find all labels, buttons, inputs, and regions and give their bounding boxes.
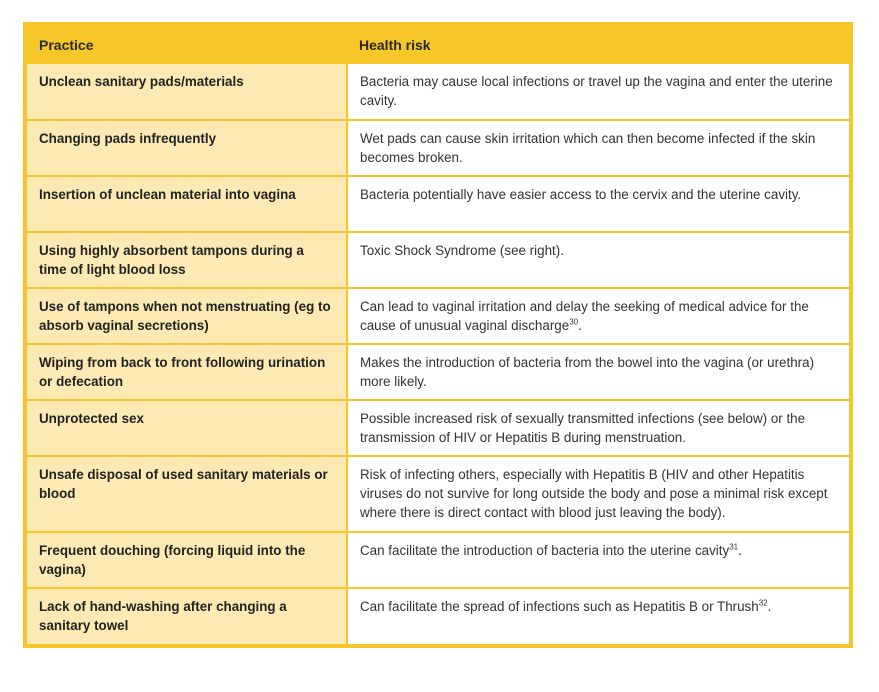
risk-cell [347, 532, 849, 588]
risk-text: Bacteria may cause local infections or travel up the vagina and enter the uterine cavity. [360, 74, 833, 108]
risk-cell [347, 232, 849, 288]
citation-superscript: 31 [729, 542, 739, 552]
health-risk-table [27, 26, 849, 644]
table-row [27, 344, 849, 400]
table-row [27, 400, 849, 456]
risk-text: Can facilitate the spread of infections such as Hepatitis B or Thrush [360, 599, 759, 614]
table-row [27, 588, 849, 644]
risk-cell [347, 588, 849, 644]
table-row [27, 120, 849, 176]
practice-cell: Unsafe disposal of used sanitary materials or blood [27, 456, 347, 532]
risk-text-end: . [578, 318, 582, 333]
table-row [27, 64, 849, 120]
risk-text: Bacteria potentially have easier access to the cervix and the uterine cavity. [360, 187, 802, 202]
risk-text: Risk of infecting others, especially with Hepatitis B (HIV and other Hepatitis viruses do not survive for long outside the body and pose a minimal risk except where there is direct contact with blood just leaving the body). [360, 467, 828, 520]
practice-cell: Changing pads infrequently [27, 120, 347, 176]
table-row [27, 176, 849, 232]
risk-cell [347, 64, 849, 120]
table-row [27, 288, 849, 344]
citation-superscript: 30 [569, 317, 579, 327]
risk-text: Can lead to vaginal irritation and delay the seeking of medical advice for the cause of unusual vaginal discharge [360, 299, 809, 333]
practice-cell: Lack of hand-washing after changing a sanitary towel [27, 588, 347, 644]
practice-column-header: Practice [27, 26, 347, 64]
risk-cell [347, 400, 849, 456]
risk-text: Wet pads can cause skin irritation which can then become infected if the skin becomes broken. [360, 131, 816, 165]
practice-cell: Frequent douching (forcing liquid into the vagina) [27, 532, 347, 588]
risk-cell [347, 288, 849, 344]
practice-cell: Use of tampons when not menstruating (eg to absorb vaginal secretions) [27, 288, 347, 344]
health-risk-column-header: Health risk [347, 26, 849, 64]
table-row [27, 532, 849, 588]
risk-text-end: . [767, 599, 772, 614]
table-row [27, 456, 849, 532]
health-risk-table-frame [23, 22, 853, 648]
practice-cell: Unclean sanitary pads/materials [27, 64, 347, 120]
table-row [27, 232, 849, 288]
risk-text: Makes the introduction of bacteria from the bowel into the vagina (or urethra) more likely. [360, 355, 815, 389]
practice-cell: Wiping from back to front following urination or defecation [27, 344, 347, 400]
practice-cell: Insertion of unclean material into vagina [27, 176, 347, 232]
practice-cell: Using highly absorbent tampons during a time of light blood loss [27, 232, 347, 288]
table-header-row [27, 26, 849, 64]
risk-text-end: . [738, 543, 742, 558]
risk-cell [347, 120, 849, 176]
risk-text: Toxic Shock Syndrome (see right). [360, 243, 564, 258]
risk-text: Possible increased risk of sexually transmitted infections (see below) or the transmission of HIV or Hepatitis B during menstruation. [360, 411, 806, 445]
risk-cell [347, 344, 849, 400]
practice-cell: Unprotected sex [27, 400, 347, 456]
citation-superscript: 32 [758, 598, 768, 608]
risk-cell [347, 176, 849, 232]
risk-cell [347, 456, 849, 532]
risk-text: Can facilitate the introduction of bacteria into the uterine cavity [360, 543, 730, 558]
